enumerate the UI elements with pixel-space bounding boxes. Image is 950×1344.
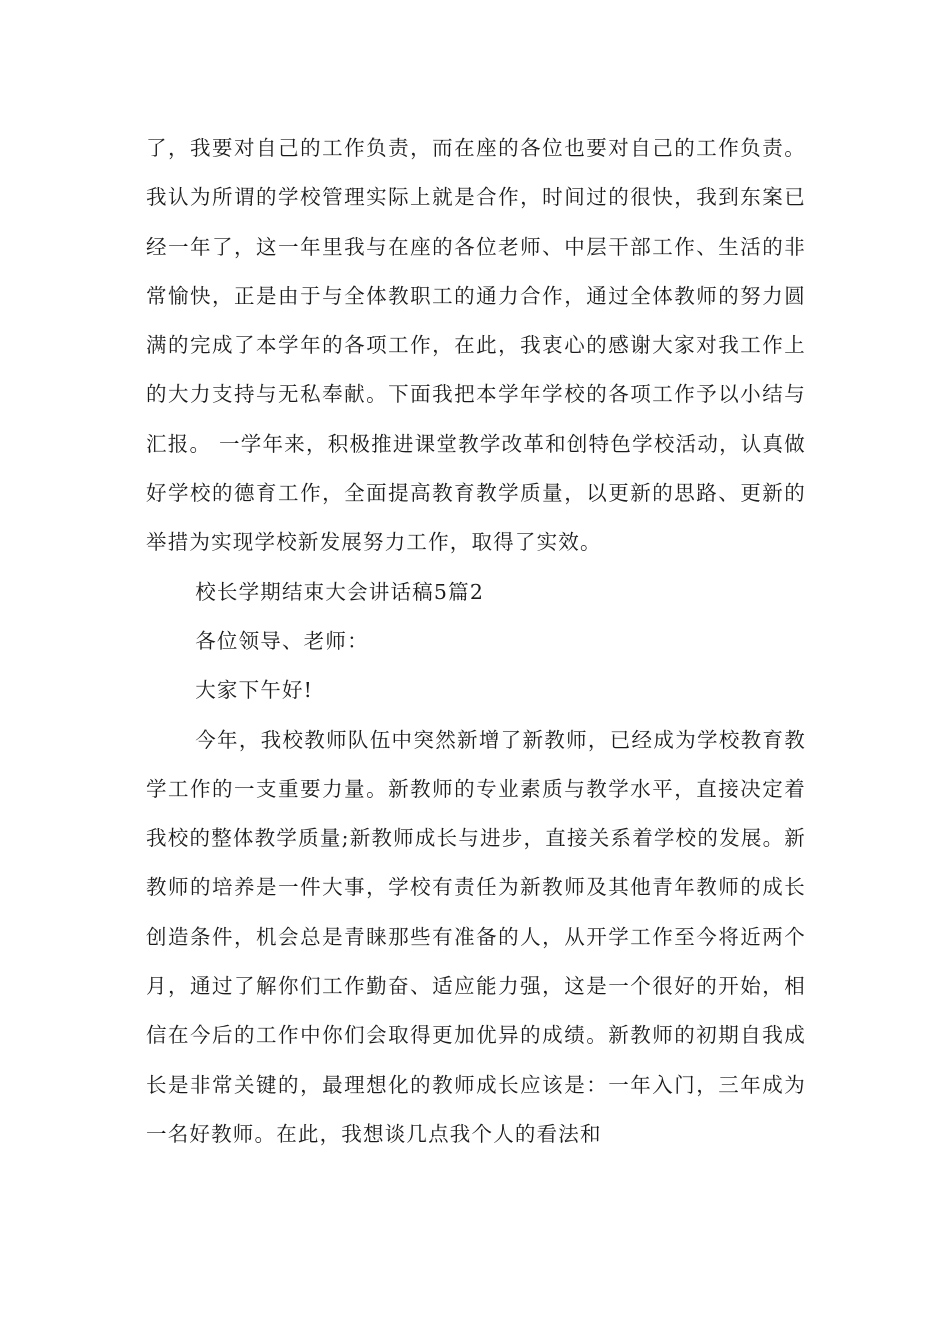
paragraph-body: 今年，我校教师队伍中突然新增了新教师，已经成为学校教育教学工作的一支重要力量。新教师的专业素质与教学水平，直接决定着我校的整体教学质量;新教师成长与进步，直接关系着学校的发展。新教师的培养是一件大事，学校有责任为新教师及其他青年教师的成长创造条件，机会总是青睐那些有准备的人，从开学工作至今将近两个月，通过了解你们工作勤奋、适应能力强，这是一个很好的开始，相信在今后的工作中你们会取得更加优异的成绩。新教师的初期自我成长是非常关键的，最理想化的教师成长应该是：一年入门，三年成为一名好教师。在此，我想谈几点我个人的看法和 — [146, 727, 806, 1146]
paragraph-continuation: 了，我要对自己的工作负责，而在座的各位也要对自己的工作负责。我认为所谓的学校管理实际上就是合作，时间过的很快，我到东案已经一年了，这一年里我与在座的各位老师、中层干部工作、生活的非常愉快，正是由于与全体教职工的通力合作，通过全体教师的努力圆满的完成了本学年的各项工作，在此，我衷心的感谢大家对我工作上的大力支持与无私奉献。下面我把本学年学校的各项工作予以小结与汇报。 一学年来，积极推进课堂教学改革和创特色学校活动，认真做好学校的德育工作，全面提高教育教学质量，以更新的思路、更新的举措为实现学校新发展努力工作，取得了实效。 — [146, 136, 806, 555]
document-body — [146, 124, 806, 1159]
salutation: 各位领导、老师： — [195, 628, 369, 653]
section-heading: 校长学期结束大会讲话稿5篇2 — [195, 579, 485, 604]
greeting: 大家下午好! — [195, 678, 314, 703]
